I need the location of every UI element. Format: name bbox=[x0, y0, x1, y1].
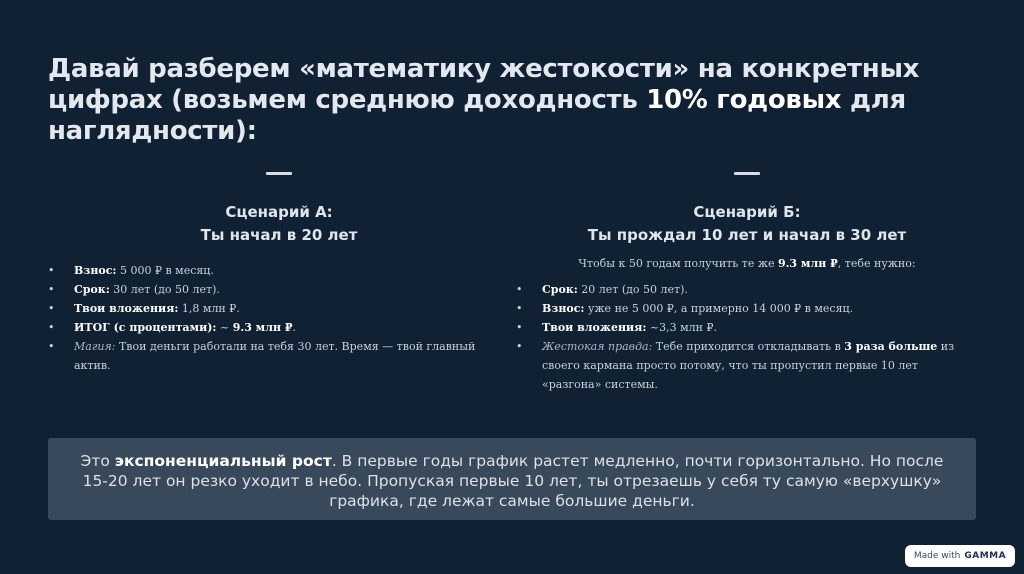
divider-dash bbox=[734, 172, 760, 175]
scenario-b-intro: Чтобы к 50 годам получить те же 9.3 млн ₽, тебе нужно: bbox=[578, 257, 916, 270]
scenario-b-list bbox=[516, 280, 978, 394]
list-item: • Твои вложения: ~3,3 млн ₽. bbox=[516, 318, 978, 337]
scenario-a-label: Сценарий А: bbox=[225, 203, 333, 221]
scenario-b-heading bbox=[516, 201, 978, 247]
title-bold: 10% годовых bbox=[646, 85, 842, 115]
divider-dash bbox=[266, 172, 292, 175]
title-text: Давай разберем «математику жестокости» на конкретных цифрах (возьмем среднюю доходность bbox=[48, 54, 920, 115]
list-item: • ИТОГ (с процентами): ~ 9.3 млн ₽. bbox=[48, 318, 510, 337]
list-item: • Твои вложения: 1,8 млн ₽. bbox=[48, 299, 510, 318]
scenario-b-column bbox=[516, 160, 978, 394]
scenario-a-column bbox=[48, 160, 510, 375]
scenario-a-list bbox=[48, 261, 510, 375]
list-item: • Срок: 30 лет (до 50 лет). bbox=[48, 280, 510, 299]
badge-label: Made with bbox=[913, 551, 961, 561]
summary-callout: Это экспоненциальный рост. В первые годы график растет медленно, почти горизонтально. Но после 15-20 лет он резко уходит в небо. Пропуская первые 10 лет, ты отрезаешь у себя ту самую «верхушку» графика, где лежат самые большие деньги. bbox=[48, 438, 976, 520]
made-with-gamma-badge[interactable] bbox=[905, 545, 1015, 567]
scenario-a-subtitle: Ты начал в 20 лет bbox=[200, 226, 358, 244]
list-item: • Срок: 20 лет (до 50 лет). bbox=[516, 280, 978, 299]
scenario-b-label: Сценарий Б: bbox=[693, 203, 801, 221]
list-item: • Взнос: 5 000 ₽ в месяц. bbox=[48, 261, 510, 280]
scenario-a-heading bbox=[48, 201, 510, 247]
title-text-end: для наглядности): bbox=[48, 85, 906, 146]
list-item: • Магия: Твои деньги работали на тебя 30 лет. Время — твой главный актив. bbox=[48, 337, 510, 375]
gamma-logo: GAMMA bbox=[964, 551, 1007, 561]
list-item: • Взнос: уже не 5 000 ₽, а примерно 14 000 ₽ в месяц. bbox=[516, 299, 978, 318]
scenario-b-subtitle: Ты прождал 10 лет и начал в 30 лет bbox=[587, 226, 907, 244]
slide-title bbox=[48, 54, 948, 147]
list-item: • Жестокая правда: Тебе приходится откладывать в 3 раза больше из своего кармана просто потому, что ты пропустил первые 10 лет «разгона» системы. bbox=[516, 337, 978, 394]
